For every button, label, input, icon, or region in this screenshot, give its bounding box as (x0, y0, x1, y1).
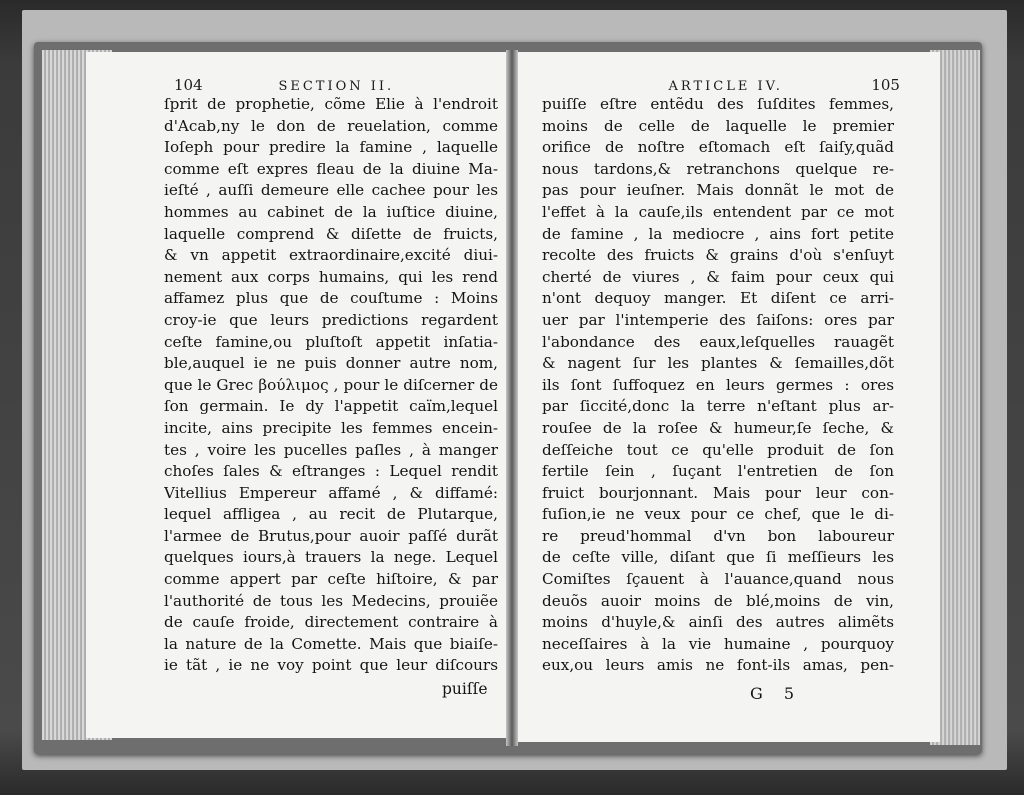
signature-mark: G 5 (750, 684, 803, 703)
text-line: comme appert par ceſte hiſtoire, & par (164, 570, 498, 589)
right-page-number: 105 (871, 76, 900, 94)
text-line: de ceſte ville, diſant que ſi meſſieurs les (542, 548, 894, 567)
right-running-title: ARTICLE IV. (668, 79, 783, 94)
text-line: quelques iours,à trauers la nege. Lequel (164, 548, 498, 567)
text-line: & nagent ſur les plantes & ſemailles,dõt (542, 354, 894, 373)
text-line: lequel affligea , au recit de Plutarque, (164, 505, 498, 524)
text-line: rouſee de la roſee & humeur,ſe ſeche, & (542, 418, 894, 437)
text-line: incite, ains precipite les femmes encein- (164, 418, 498, 437)
text-line: de cauſe froide, directement contraire à (164, 613, 498, 632)
text-line: l'abondance des eaux,leſquelles rauagẽt (542, 332, 894, 351)
text-line: cherté de viures , & faim pour ceux qui (542, 267, 894, 286)
text-line: affamez plus que de couſtume : Moins (164, 289, 498, 308)
text-line: l'authorité de tous les Medecins, prouiẽe (164, 591, 498, 610)
text-line: Ioſeph pour predire la famine , laquelle (164, 138, 498, 157)
left-page-text (164, 94, 498, 677)
text-line: puiſſe eſtre entẽdu des ſuſdites femmes, (542, 95, 894, 113)
text-line: l'armee de Brutus,pour auoir paſſé durãt (164, 526, 498, 545)
left-page-header (174, 76, 500, 94)
text-line: Comiſtes ſçauent à l'auance,quand nous (542, 570, 894, 589)
text-line: comme eſt expres fleau de la diuine Ma- (164, 159, 498, 178)
text-line: orifice de noſtre eſtomach eſt ſaiſy,quãd (542, 138, 894, 157)
text-line: Vitellius Empereur affamé , & diffamé: (164, 483, 498, 502)
text-line: eux,ou leurs amis ne font-ils amas, pen- (542, 656, 894, 675)
text-line: de famine , la mediocre , ains fort petite (542, 224, 894, 243)
text-line: neceſſaires à la vie humaine , pourquoy (542, 634, 894, 653)
text-line: ils ſont ſuffoquez en leurs germes : ores (542, 375, 894, 394)
text-line: re preud'hommal d'vn bon laboureur (542, 526, 894, 545)
text-line: ieſté , auſſi demeure elle cachee pour les (164, 181, 498, 200)
text-line: par ſiccité,donc la terre n'eſtant plus ar- (542, 397, 894, 416)
text-line: deſſeiche tout ce qu'elle produit de ſon (542, 440, 894, 459)
text-line: fertile ſein , ſuçant l'entretien de ſon (542, 462, 894, 481)
text-line: deuõs auoir moins de blé,moins de vin, (542, 591, 894, 610)
right-page-text (542, 94, 894, 677)
text-line: la nature de la Comette. Mais que biaiſe- (164, 634, 498, 653)
text-line: ie tãt , ie ne voy point que leur diſcours (164, 656, 498, 675)
text-line: hommes au cabinet de la iuſtice diuine, (164, 202, 498, 221)
text-line: moins de celle de laquelle le premier (542, 116, 894, 135)
text-line: fruict bourjonnant. Mais pour leur con- (542, 483, 894, 502)
left-page-number: 104 (174, 76, 203, 94)
right-page (514, 52, 940, 742)
text-line: pas pour ieuſner. Mais donnãt le mot de (542, 181, 894, 200)
text-line: tes , voire les pucelles paſles , à manger (164, 440, 498, 459)
text-line: ble,auquel ie ne puis donner autre nom, (164, 354, 498, 373)
book-gutter (506, 50, 518, 746)
left-page (86, 52, 510, 738)
text-line: ſon germain. Ie dy l'appetit caïm,lequel (164, 397, 498, 416)
text-line: l'effet à la cauſe,ils entendent par ce mot (542, 202, 894, 221)
text-line: n'ont dequoy manger. Et diſent ce arri- (542, 289, 894, 308)
text-line: moins d'huyle,& ainſi des autres alimẽts (542, 613, 894, 632)
text-line: laquelle comprend & diſette de fruicts, (164, 224, 498, 243)
text-line: que le Grec βούλιμος , pour le diſcerner de (164, 375, 498, 394)
text-line: nement aux corps humains, qui les rend (164, 267, 498, 286)
text-line: & vn appetit extraordinaire,excité diui- (164, 246, 498, 265)
right-page-header (550, 76, 900, 94)
left-catchword: puiſſe (442, 680, 488, 698)
left-running-title: SECTION II. (278, 79, 395, 94)
text-line: ſprit de prophetie, cõme Elie à l'endroit (164, 95, 498, 113)
text-line: fuſion,ie ne veux pour ce chef, que le di- (542, 505, 894, 524)
text-line: nous tardons,& retranchons quelque re- (542, 159, 894, 178)
text-line: ceſte famine,ou pluſtoſt appetit inſatia- (164, 332, 498, 351)
text-line: choſes ſales & eſtranges : Lequel rendit (164, 462, 498, 481)
text-line: d'Acab,ny le don de reuelation, comme (164, 116, 498, 135)
text-line: recolte des fruicts & grains d'où s'enſuyt (542, 246, 894, 265)
text-line: uer par l'intemperie des ſaiſons: ores par (542, 310, 894, 329)
text-line: croy-ie que leurs predictions regardent (164, 310, 498, 329)
